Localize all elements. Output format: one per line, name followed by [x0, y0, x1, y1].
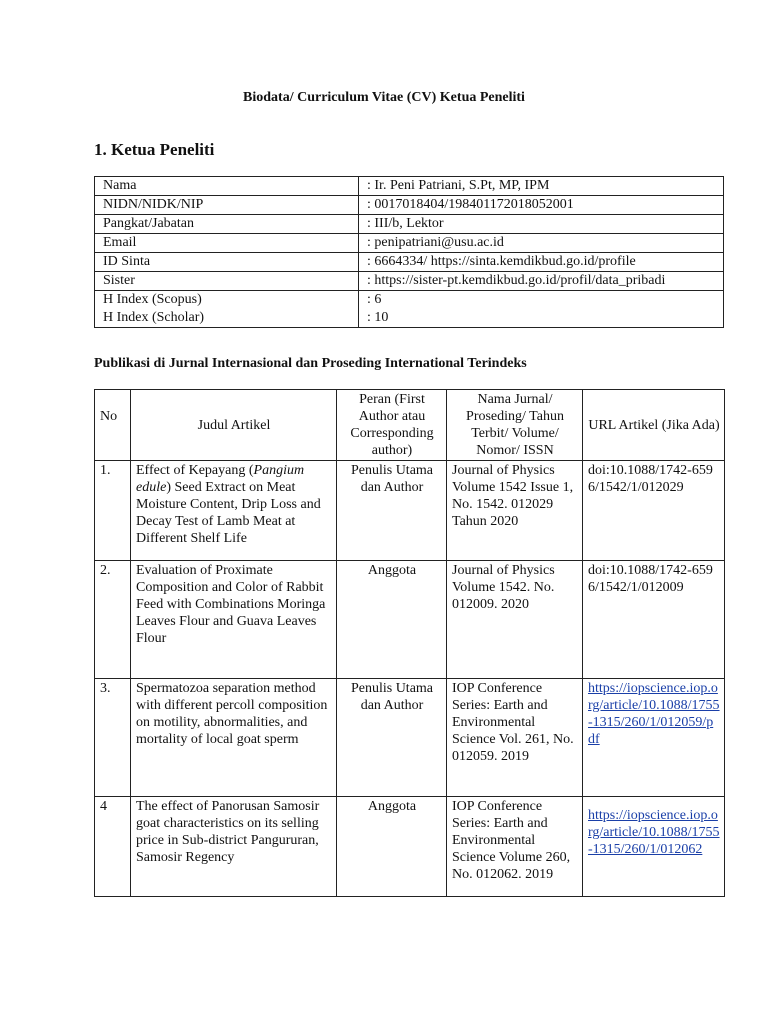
journal-info: IOP Conference Series: Earth and Environmental Science Volume 260, No. 012062. 2019: [447, 797, 583, 897]
bio-row-h-index-scopus: [95, 291, 724, 310]
bio-value: : 6664334/ https://sinta.kemdikbud.go.id/profile: [359, 253, 724, 272]
header-no: No: [95, 390, 131, 461]
bio-label: Pangkat/Jabatan: [95, 215, 359, 234]
bio-label: H Index (Scholar): [95, 309, 359, 328]
bio-label: ID Sinta: [95, 253, 359, 272]
author-role: Anggota: [337, 561, 447, 679]
author-role: Anggota: [337, 797, 447, 897]
bio-row-id-sinta: [95, 253, 724, 272]
bio-row-nama: [95, 177, 724, 196]
row-number: 4: [95, 797, 131, 897]
row-number: 3.: [95, 679, 131, 797]
article-title: [131, 461, 337, 561]
bio-row-email: [95, 234, 724, 253]
biodata-table: [94, 176, 724, 328]
article-url-link[interactable]: https://iopscience.iop.org/article/10.1088/1755-1315/260/1/012062: [583, 797, 725, 897]
article-url: doi:10.1088/1742-6596/1542/1/012029: [583, 461, 725, 561]
header-judul-artikel: Judul Artikel: [131, 390, 337, 461]
row-number: 1.: [95, 461, 131, 561]
bio-row-h-index-scholar: [95, 309, 724, 328]
article-title: The effect of Panorusan Samosir goat characteristics on its selling price in Sub-district Pangururan, Samosir Regency: [131, 797, 337, 897]
bio-value: : 6: [359, 291, 724, 310]
publication-heading: Publikasi di Jurnal Internasional dan Proseding International Terindeks: [94, 356, 527, 371]
article-title-part: Effect of Kepayang (: [136, 463, 254, 478]
publication-table: [94, 389, 725, 897]
journal-info: IOP Conference Series: Earth and Environmental Science Vol. 261, No. 012059. 2019: [447, 679, 583, 797]
header-peran: Peran (First Author atau Corresponding author): [337, 390, 447, 461]
article-title-species: Pangium edule: [136, 463, 305, 495]
article-title: Spermatozoa separation method with different percoll composition on motility, abnormalities, and mortality of local goat sperm: [131, 679, 337, 797]
bio-value: : https://sister-pt.kemdikbud.go.id/profil/data_pribadi: [359, 272, 724, 291]
row-number: 2.: [95, 561, 131, 679]
publication-row: [95, 561, 725, 679]
header-nama-jurnal: Nama Jurnal/ Proseding/ Tahun Terbit/ Volume/ Nomor/ ISSN: [447, 390, 583, 461]
article-title: Evaluation of Proximate Composition and Color of Rabbit Feed with Combinations Moringa Leaves Flour and Guava Leaves Flour: [131, 561, 337, 679]
bio-row-nidn: [95, 196, 724, 215]
publication-row: [95, 461, 725, 561]
bio-row-sister: [95, 272, 724, 291]
section-heading-ketua-peneliti: 1. Ketua Peneliti: [94, 140, 215, 159]
header-url-artikel: URL Artikel (Jika Ada): [583, 390, 725, 461]
bio-value: : Ir. Peni Patriani, S.Pt, MP, IPM: [359, 177, 724, 196]
author-role: Penulis Utama dan Author: [337, 461, 447, 561]
article-title-part: ) Seed Extract on Meat Moisture Content, Drip Loss and Decay Test of Lamb Meat at Different Shelf Life: [136, 480, 321, 546]
bio-value: : penipatriani@usu.ac.id: [359, 234, 724, 253]
publication-row: [95, 679, 725, 797]
bio-label: Email: [95, 234, 359, 253]
journal-info: Journal of Physics Volume 1542. No. 012009. 2020: [447, 561, 583, 679]
bio-value: : III/b, Lektor: [359, 215, 724, 234]
page-title: Biodata/ Curriculum Vitae (CV) Ketua Peneliti: [243, 90, 525, 105]
bio-value: : 10: [359, 309, 724, 328]
article-url: doi:10.1088/1742-6596/1542/1/012009: [583, 561, 725, 679]
bio-value: : 0017018404/198401172018052001: [359, 196, 724, 215]
bio-label: H Index (Scopus): [95, 291, 359, 310]
article-url-link[interactable]: https://iopscience.iop.org/article/10.1088/1755-1315/260/1/012059/pdf: [583, 679, 725, 797]
publication-header-row: [95, 390, 725, 461]
bio-label: Sister: [95, 272, 359, 291]
bio-label: Nama: [95, 177, 359, 196]
bio-label: NIDN/NIDK/NIP: [95, 196, 359, 215]
author-role: Penulis Utama dan Author: [337, 679, 447, 797]
bio-row-pangkat: [95, 215, 724, 234]
journal-info: Journal of Physics Volume 1542 Issue 1, No. 1542. 012029 Tahun 2020: [447, 461, 583, 561]
publication-row: [95, 797, 725, 897]
